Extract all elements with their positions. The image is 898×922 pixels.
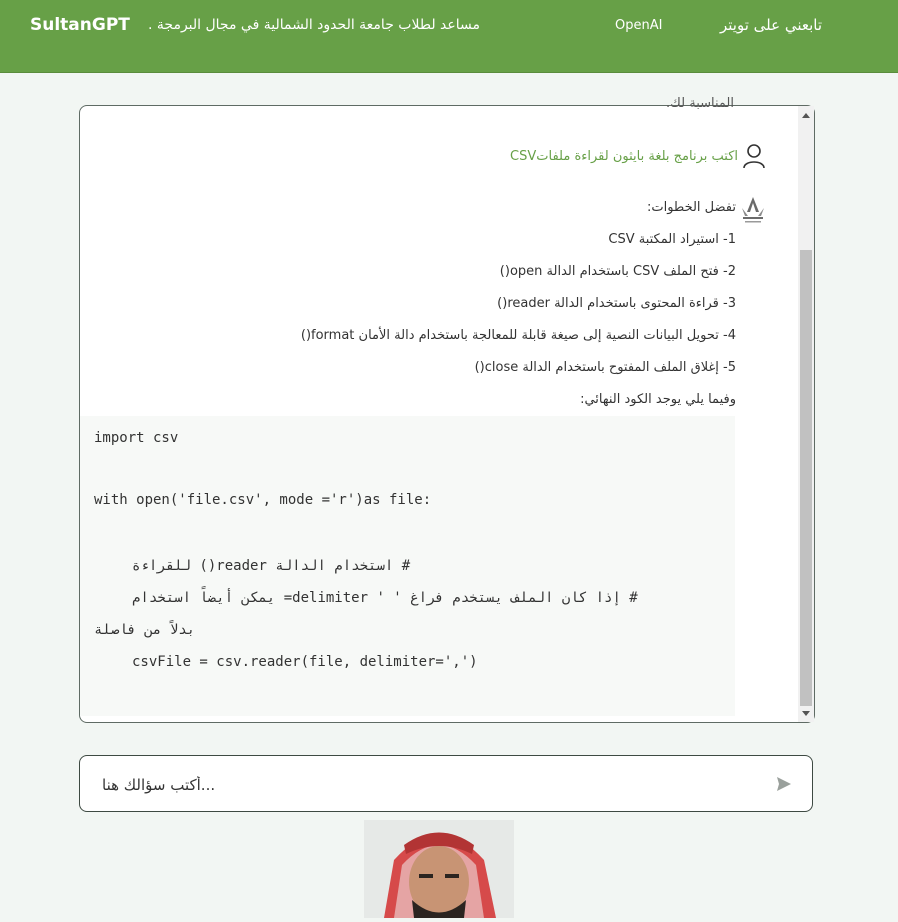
scroll-up-arrow-icon[interactable]	[802, 113, 810, 118]
bot-line-step-1: 1- استيراد المكتبة CSV	[608, 232, 736, 247]
previous-message-fragment: المناسبة لك.	[666, 96, 734, 111]
scroll-down-arrow-icon[interactable]	[802, 711, 810, 716]
bot-line-intro: تفضل الخطوات:	[646, 200, 736, 215]
chat-scrollbar[interactable]	[798, 106, 814, 722]
code-line-with-open: with open('file.csv', mode ='r')as file:	[94, 492, 432, 508]
bot-line-step-4: 4- تحويل البيانات النصية إلى صيغة قابلة للمعالجة باستخدام دالة الأمان format()	[300, 328, 736, 343]
bot-line-code-intro: وفيما يلي يوجد الكود النهائي:	[580, 392, 736, 407]
chat-window[interactable]	[79, 96, 815, 723]
bot-line-step-2: 2- فتح الملف CSV باستخدام الدالة open()	[499, 264, 736, 279]
university-logo-icon	[737, 194, 769, 226]
openai-link[interactable]: OpenAI	[615, 18, 663, 33]
site-subtitle: مساعد لطلاب جامعة الحدود الشمالية في مجال البرمجة .	[148, 17, 480, 33]
user-icon	[742, 143, 766, 169]
code-block[interactable]	[80, 416, 735, 716]
question-box	[79, 755, 813, 812]
brand-title[interactable]: SultanGPT	[30, 15, 130, 35]
user-message: اكتب برنامج بلغة بايثون لقراءة ملفاتCSV	[510, 148, 738, 164]
author-photo	[364, 820, 514, 918]
bot-line-step-5: 5- إغلاق الملف المفتوح باستخدام الدالة close()	[474, 360, 736, 375]
bot-line-step-3: 3- قراءة المحتوى باستخدام الدالة reader()	[497, 296, 736, 311]
send-icon[interactable]	[776, 776, 792, 792]
user-message-row	[510, 142, 766, 170]
code-line-reader: csvFile = csv.reader(file, delimiter=',')	[132, 654, 478, 670]
code-line-comment-1: # استخدام الدالة reader() للقراءة	[132, 558, 411, 574]
author-portrait-image	[364, 820, 514, 918]
question-input[interactable]	[100, 764, 764, 806]
code-line-comment-3: بدلاً من فاصلة	[94, 622, 196, 638]
twitter-link[interactable]: تابعني على تويتر	[720, 16, 823, 34]
top-bar	[0, 0, 898, 73]
code-line-comment-2: # إذا كان الملف يستخدم فراغ ' ' delimiter= يمكن أيضاً استخدام	[132, 590, 638, 606]
scrollbar-thumb[interactable]	[800, 250, 812, 706]
code-line-import: import csv	[94, 430, 179, 446]
